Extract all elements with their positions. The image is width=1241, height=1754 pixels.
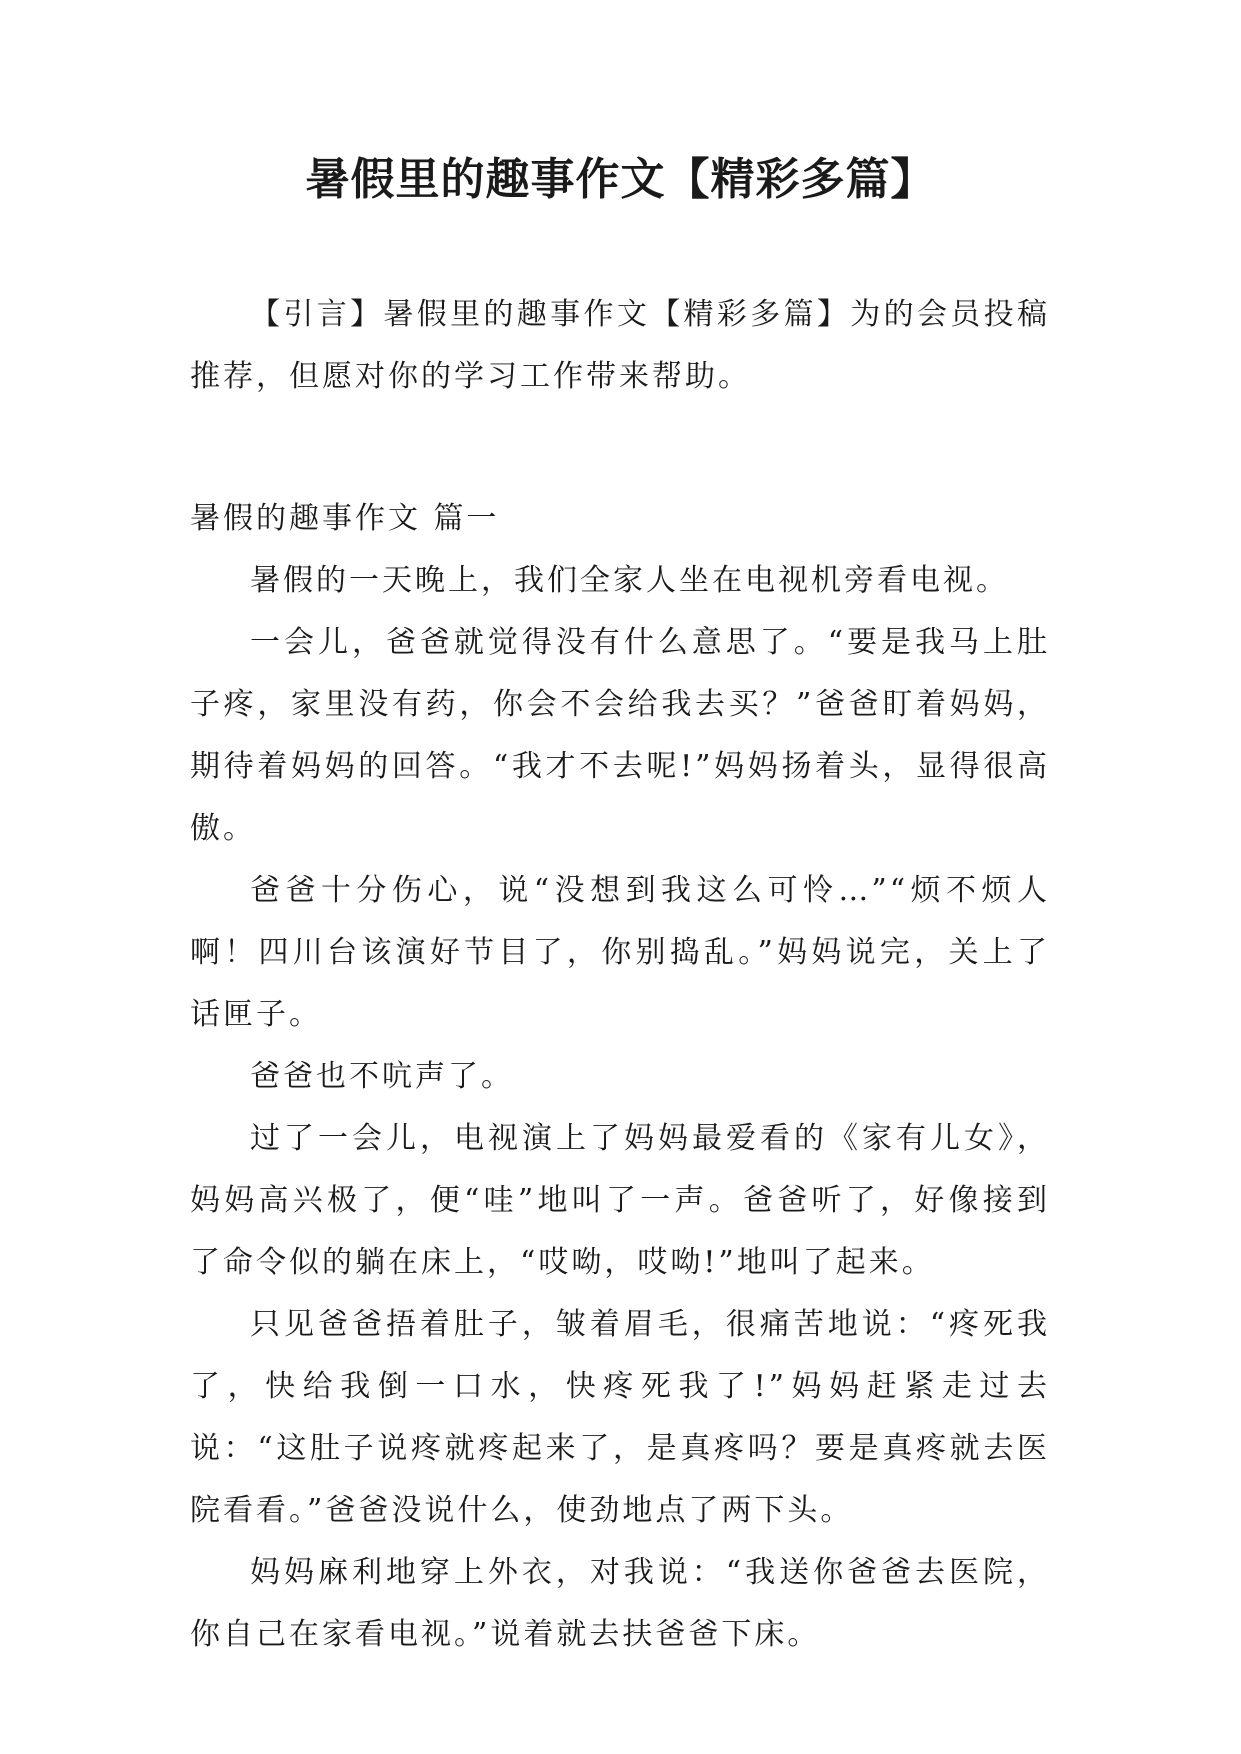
document-body	[190, 284, 1050, 1666]
intro-paragraph: 【引言】暑假里的趣事作文【精彩多篇】为的会员投稿推荐，但愿对你的学习工作带来帮助。	[190, 297, 1050, 394]
body-paragraph-4: 爸爸也不吭声了。	[250, 1059, 514, 1094]
body-paragraph-3: 爸爸十分伤心，说“没想到我这么可怜…”“烦不烦人啊！四川台该演好节目了，你别捣乱。”妈妈说完，关上了话匣子。	[190, 873, 1050, 1032]
body-paragraph-5: 过了一会儿，电视演上了妈妈最爱看的《家有儿女》，妈妈高兴极了，便“哇”地叫了一声。爸爸听了，好像接到了命令似的躺在床上，“哎呦，哎呦!”地叫了起来。	[190, 1121, 1050, 1280]
body-paragraph-7: 妈妈麻利地穿上外衣，对我说：“我送你爸爸去医院，你自己在家看电视。”说着就去扶爸爸下床。	[190, 1555, 1050, 1652]
body-paragraph-2: 一会儿，爸爸就觉得没有什么意思了。“要是我马上肚子疼，家里没有药，你会不会给我去买？”爸爸盯着妈妈，期待着妈妈的回答。“我才不去呢!”妈妈扬着头，显得很高傲。	[190, 625, 1050, 846]
body-paragraph-6: 只见爸爸捂着肚子，皱着眉毛，很痛苦地说：“疼死我了，快给我倒一口水，快疼死我了!”妈妈赶紧走过去说：“这肚子说疼就疼起来了，是真疼吗？要是真疼就去医院看看。”爸爸没说什么，使劲地点了两下头。	[190, 1307, 1050, 1528]
document-title: 暑假里的趣事作文【精彩多篇】	[305, 154, 936, 205]
section-heading: 暑假的趣事作文 篇一	[190, 501, 500, 536]
body-paragraph-1: 暑假的一天晚上，我们全家人坐在电视机旁看电视。	[250, 563, 1009, 598]
